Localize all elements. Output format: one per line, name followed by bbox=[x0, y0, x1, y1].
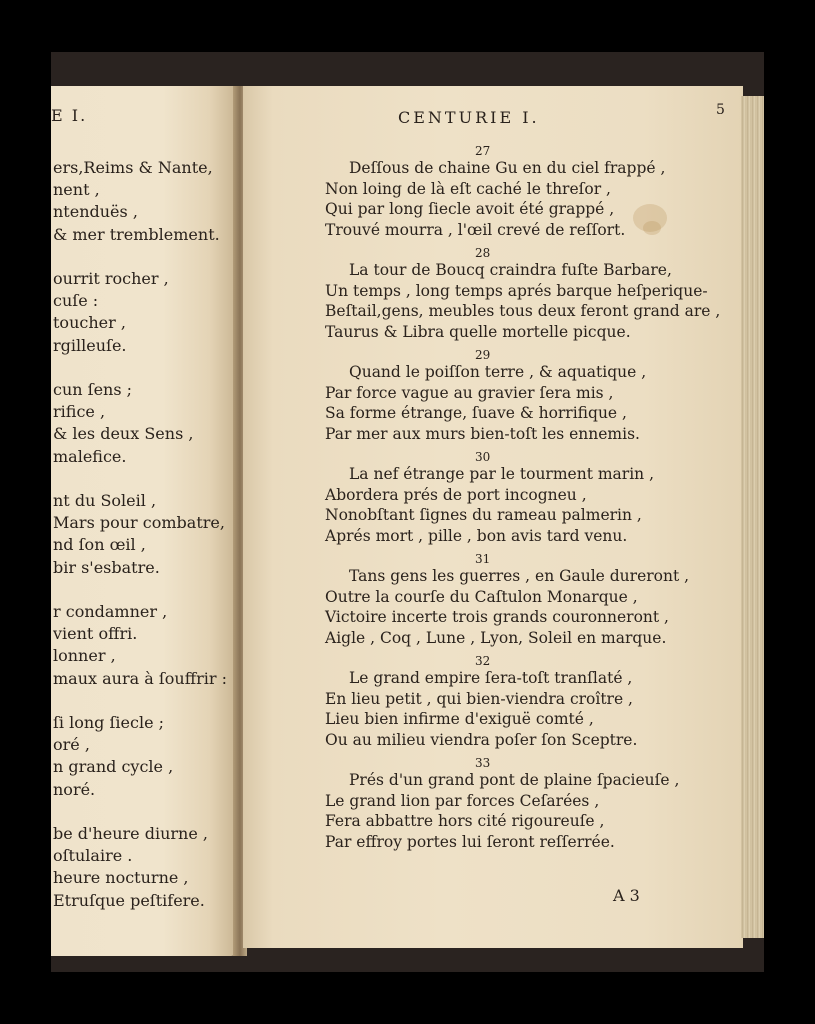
left-page-line: toucher , bbox=[53, 313, 126, 333]
left-page-line: ourrit rocher , bbox=[53, 269, 169, 288]
page-folio: 5 bbox=[716, 102, 725, 118]
left-page-line: oſtulaire . bbox=[53, 846, 133, 866]
left-page bbox=[51, 86, 237, 956]
verse-line: En lieu petit , qui bien-viendra croître , bbox=[325, 689, 633, 708]
verse-line: Non loing de là eſt caché le threſor , bbox=[325, 179, 611, 198]
verse-line: Beſtail,gens, meubles tous deux feront grand are , bbox=[325, 302, 721, 320]
left-page-line: be d'heure diurne , bbox=[53, 824, 208, 843]
left-page-line: r condamner , bbox=[53, 602, 168, 621]
right-page bbox=[243, 86, 743, 948]
page-edges bbox=[741, 96, 764, 938]
quatrain-number: 29 bbox=[475, 348, 491, 362]
left-page-line: ers,Reims & Nante, bbox=[53, 158, 213, 177]
left-page-line: rgilleuſe. bbox=[53, 335, 127, 355]
left-page-line: & les deux Sens , bbox=[53, 424, 194, 444]
quatrain-number: 27 bbox=[475, 144, 491, 158]
verse-line: Outre la courſe du Caſtulon Monarque , bbox=[325, 587, 638, 606]
left-page-line: bir s'esbatre. bbox=[53, 557, 160, 577]
verse-line: Victoire incerte trois grands couronneront , bbox=[325, 608, 669, 626]
left-page-line: oré , bbox=[53, 735, 90, 755]
verse-line: Tans gens les guerres , en Gaule dureront , bbox=[349, 567, 690, 585]
left-page-line: Mars pour combatre, bbox=[53, 513, 225, 533]
left-page-line: vient offri. bbox=[53, 624, 138, 644]
verse-line: Quand le poiſſon terre , & aquatique , bbox=[349, 363, 647, 381]
signature-mark: A 3 bbox=[613, 886, 640, 905]
verse-line: Par force vague au gravier ſera mis , bbox=[325, 383, 614, 402]
verse-line: Fera abbattre hors cité rigoureuſe , bbox=[325, 812, 605, 830]
quatrain-number: 32 bbox=[475, 654, 491, 668]
left-page-line: & mer tremblement. bbox=[53, 224, 220, 244]
foxing-stain bbox=[643, 221, 661, 235]
left-page-line: cuſe : bbox=[53, 291, 99, 311]
left-page-line: rifice , bbox=[53, 402, 106, 422]
left-page-line: n grand cycle , bbox=[53, 757, 174, 777]
verse-line: Le grand empire ſera-toſt tranſlaté , bbox=[349, 669, 633, 687]
verse-line: Taurus & Libra quelle mortelle picque. bbox=[325, 322, 631, 341]
book-scan bbox=[51, 52, 764, 972]
quatrain-number: 30 bbox=[475, 450, 491, 464]
verse-line: Le grand lion par forces Ceſarées , bbox=[325, 791, 600, 810]
left-page-line: ntenduës , bbox=[53, 202, 138, 222]
left-page-line: heure nocturne , bbox=[53, 868, 189, 888]
left-page-line: Etruſque peſtifere. bbox=[53, 890, 205, 910]
left-page-line: nt du Soleil , bbox=[53, 491, 157, 510]
quatrain-number: 31 bbox=[475, 552, 491, 566]
verse-line: Deſſous de chaine Gu en du ciel frappé , bbox=[349, 159, 666, 177]
verse-line: Sa forme étrange, ſuave & horrifique , bbox=[325, 404, 627, 422]
verse-line: Prés d'un grand pont de plaine ſpacieuſe , bbox=[349, 771, 680, 789]
verse-line: Aprés mort , pille , bon avis tard venu. bbox=[325, 526, 628, 545]
verse-line: Par mer aux murs bien-toſt les ennemis. bbox=[325, 424, 640, 443]
left-page-line: maux aura à ſouffrir : bbox=[53, 668, 227, 688]
left-page-line: nd ſon œil , bbox=[53, 535, 146, 555]
verse-line: Ou au milieu viendra poſer ſon Sceptre. bbox=[325, 730, 638, 749]
left-page-line: ſi long ſiecle ; bbox=[53, 713, 165, 732]
verse-line: Nonobſtant ſignes du rameau palmerin , bbox=[325, 506, 642, 524]
quatrain-number: 33 bbox=[475, 756, 491, 770]
verse-line: Lieu bien infirme d'exiguë comté , bbox=[325, 710, 594, 728]
verse-line: Un temps , long temps aprés barque heſperique- bbox=[325, 281, 708, 300]
verse-line: Qui par long ſiecle avoit été grappé , bbox=[325, 200, 615, 218]
left-page-line: malefice. bbox=[53, 446, 127, 466]
left-page-line: noré. bbox=[53, 779, 96, 799]
left-page-line: lonner , bbox=[53, 646, 116, 666]
left-page-line: cun ſens ; bbox=[53, 380, 133, 399]
verse-line: Par effroy portes lui ſeront reſſerrée. bbox=[325, 832, 615, 851]
quatrain-number: 28 bbox=[475, 246, 491, 260]
left-running-head: E I. bbox=[51, 106, 88, 125]
page-running-head: CENTURIE I. bbox=[398, 108, 540, 127]
verse-line: Abordera prés de port incogneu , bbox=[325, 485, 587, 504]
verse-line: Trouvé mourra , l'œil crevé de reſſort. bbox=[325, 220, 626, 239]
verse-line: La tour de Boucq craindra fuſte Barbare, bbox=[349, 261, 672, 279]
verse-line: La nef étrange par le tourment marin , bbox=[349, 465, 654, 483]
verse-line: Aigle , Coq , Lune , Lyon, Soleil en marque. bbox=[325, 628, 667, 647]
left-page-line: nent , bbox=[53, 180, 100, 200]
